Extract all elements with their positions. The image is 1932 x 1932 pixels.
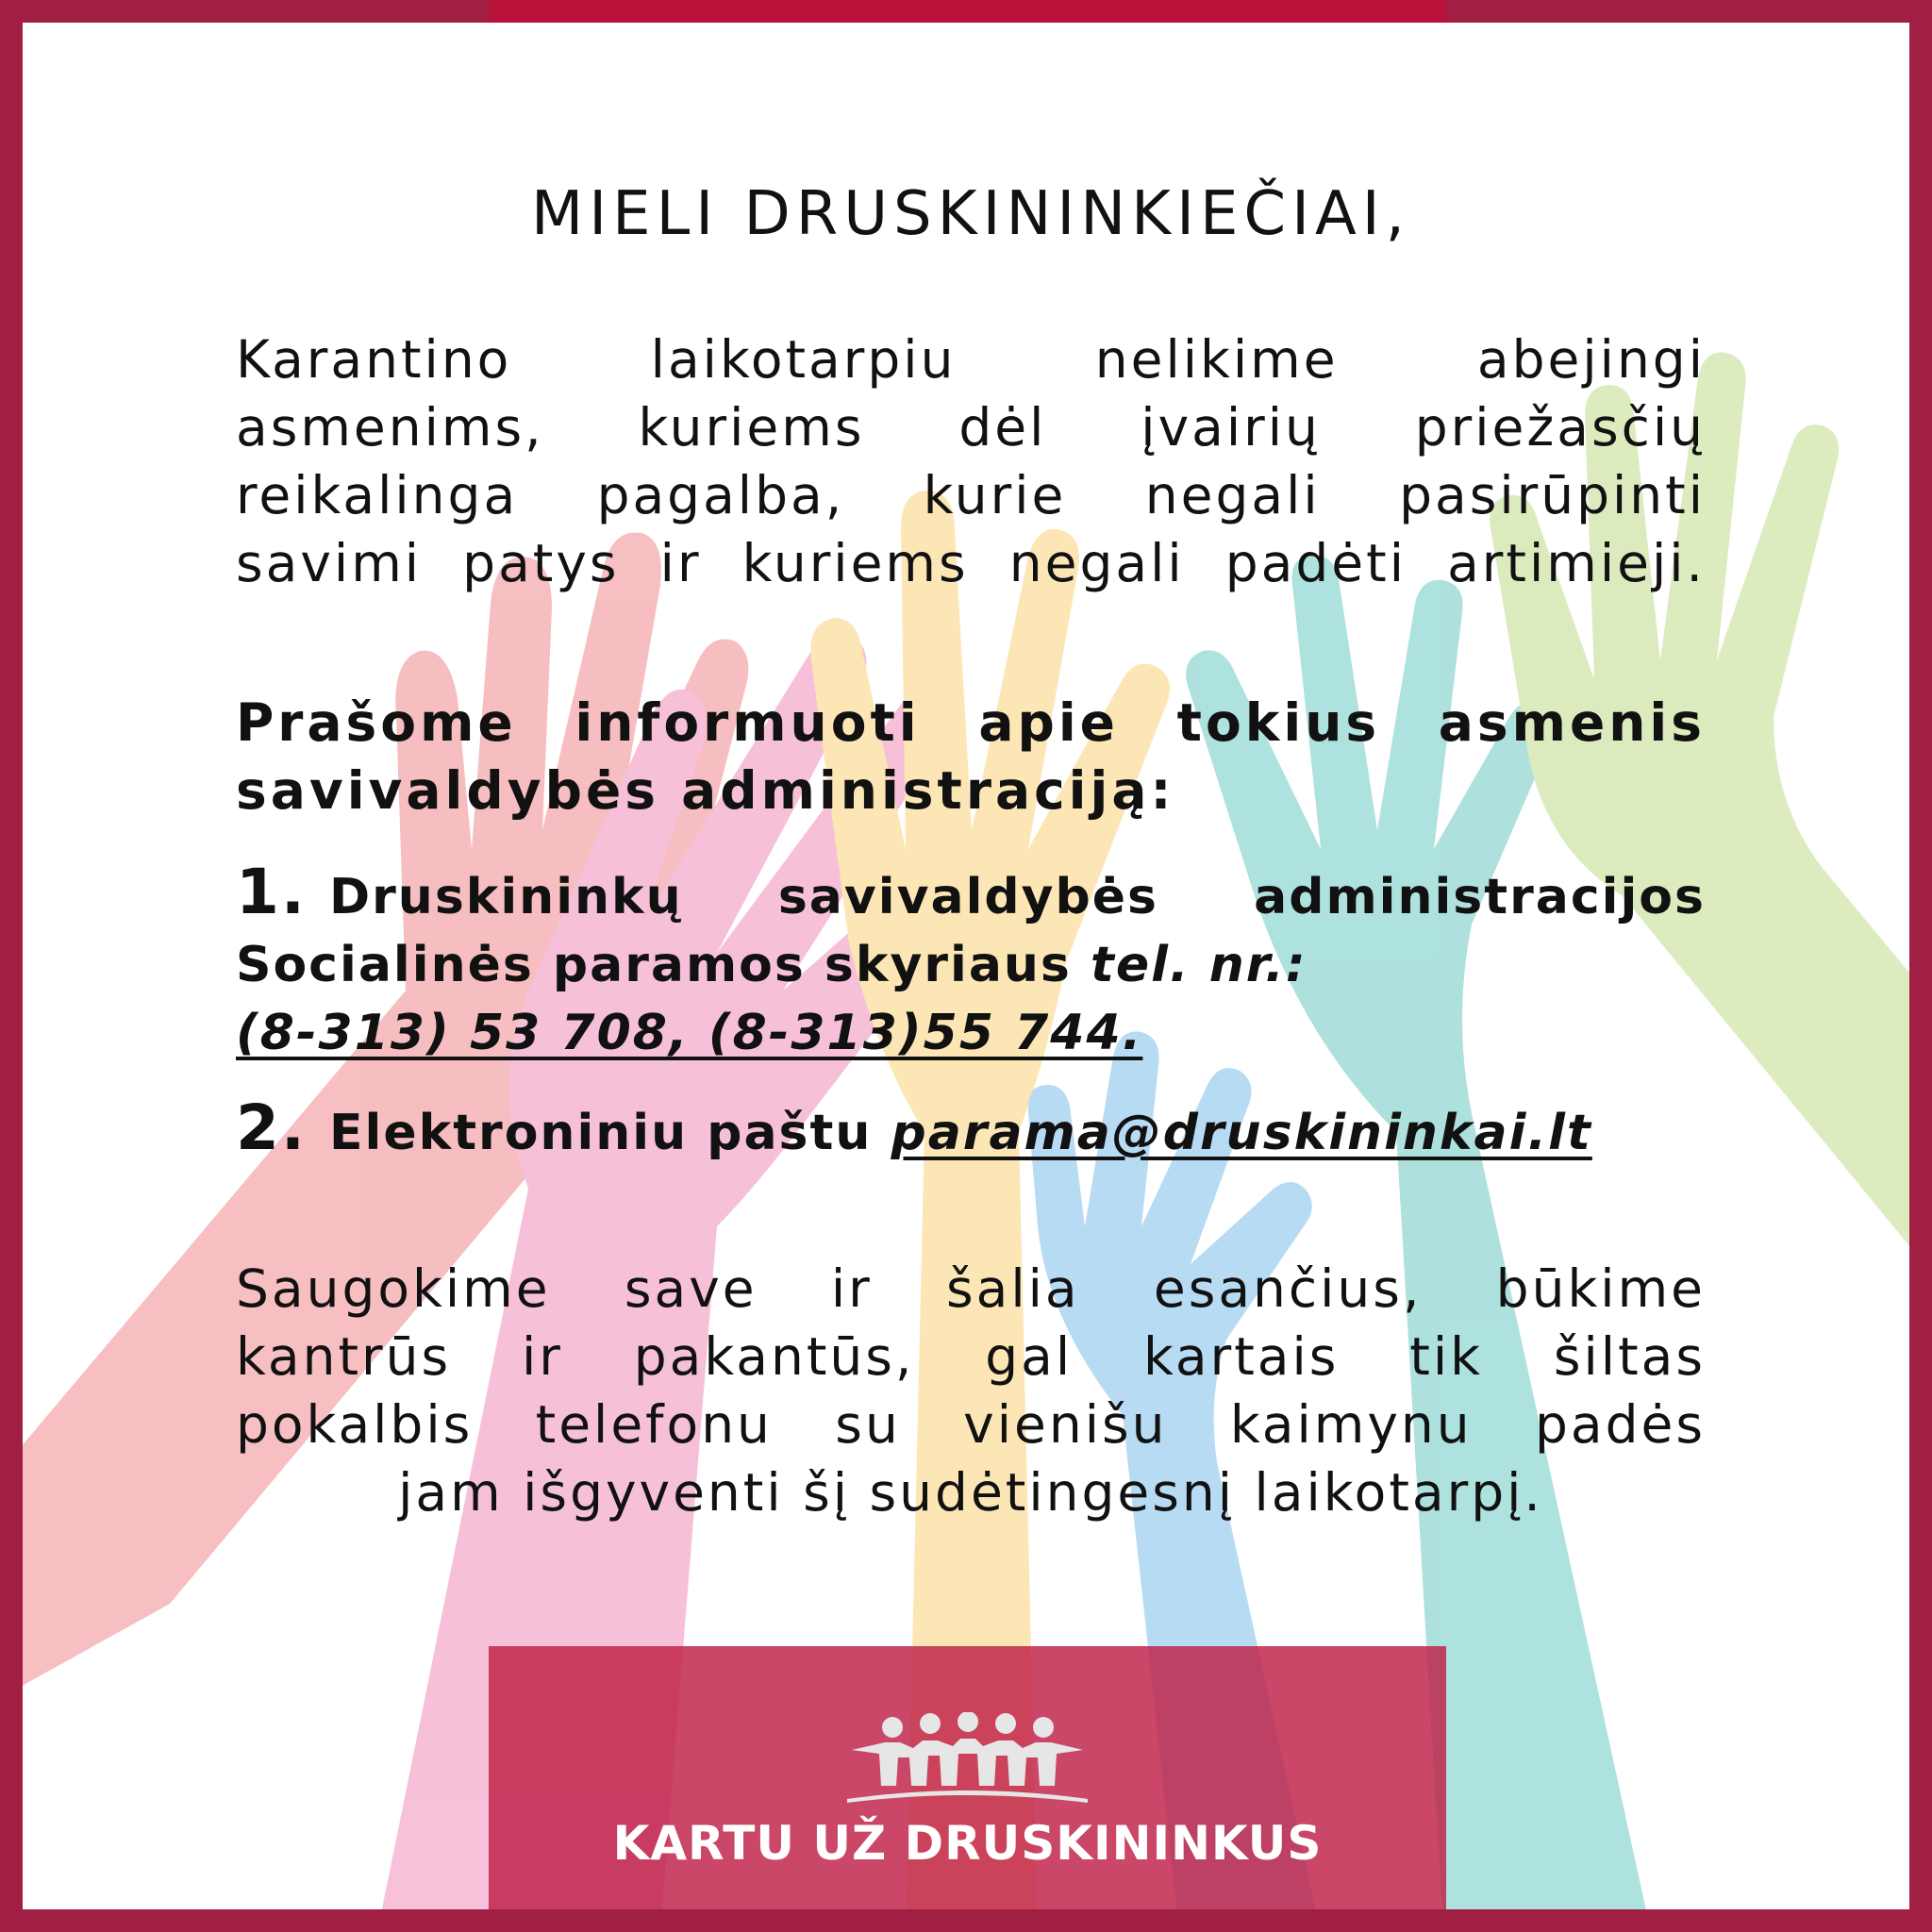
top-accent-bar — [489, 0, 1446, 23]
closing-line: Saugokime save ir šalia esančius, būkime — [236, 1258, 1706, 1319]
request-line: savivaldybės administraciją: — [236, 760, 1175, 821]
email-link[interactable]: parama@druskininkai.lt — [891, 1105, 1592, 1161]
request-paragraph — [236, 689, 1706, 824]
footer-banner — [489, 1646, 1446, 1932]
contact-item-phone-line2 — [236, 931, 1706, 999]
closing-line: jam išgyventi šį sudėtingesnį laikotarpį. — [398, 1462, 1543, 1523]
contact-item-email — [236, 1091, 1706, 1167]
footer-slogan: KARTU UŽ DRUSKININKUS — [612, 1816, 1323, 1871]
intro-line: Karantino laikotarpiu nelikime abejingi — [236, 329, 1706, 390]
intro-line: asmenims, kuriems dėl įvairių priežasčių — [236, 397, 1706, 458]
department-division: Socialinės paramos skyriaus — [236, 937, 1091, 993]
phone-numbers-link[interactable]: (8-313) 53 708, (8-313)55 744. — [236, 1005, 1143, 1061]
intro-paragraph — [236, 325, 1706, 597]
closing-line: pokalbis telefonu su vienišu kaimynu padės — [236, 1394, 1706, 1455]
closing-paragraph — [236, 1255, 1706, 1526]
request-line: Prašome informuoti apie tokius asmenis — [236, 692, 1706, 753]
email-label: Elektroniniu paštu — [329, 1105, 891, 1161]
people-logo-icon — [847, 1712, 1088, 1807]
phone-label: tel. nr.: — [1090, 937, 1307, 993]
item-number: 1. — [236, 856, 307, 928]
contact-item-phone-line1 — [236, 858, 1706, 931]
page-title: MIELI DRUSKININKIEČIAI, — [531, 179, 1410, 249]
item-number: 2. — [236, 1091, 307, 1164]
closing-line: kantrūs ir pakantūs, gal kartais tik šiltas — [236, 1326, 1706, 1387]
department-name: Druskininkų savivaldybės administracijos — [329, 869, 1706, 925]
intro-line: savimi patys ir kuriems negali padėti artimieji. — [236, 533, 1706, 593]
contact-item-phone — [236, 858, 1706, 1067]
intro-line: reikalinga pagalba, kurie negali pasirūpinti — [236, 465, 1706, 525]
